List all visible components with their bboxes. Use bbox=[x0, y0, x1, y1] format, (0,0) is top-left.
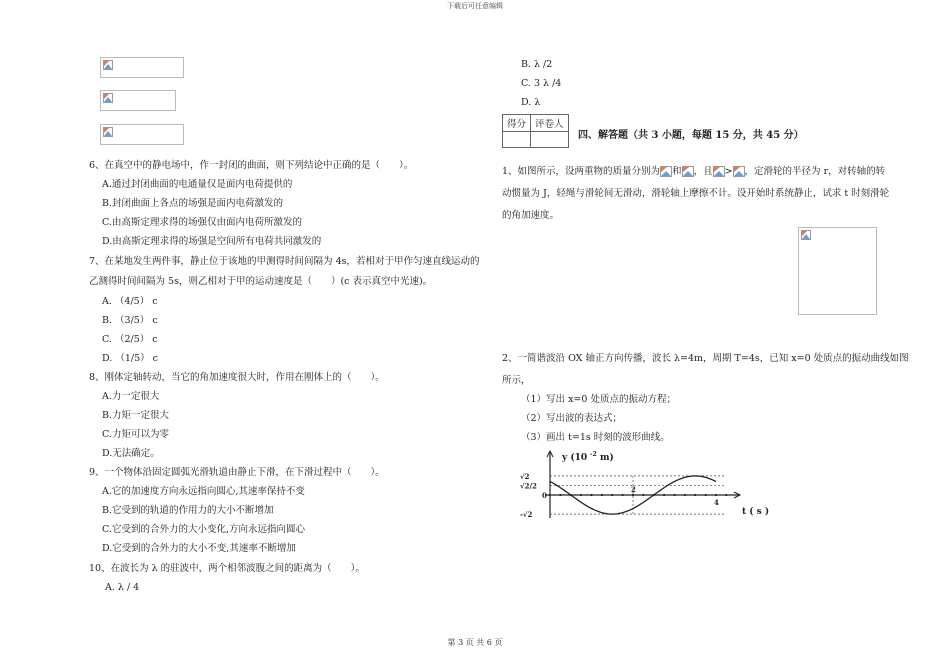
grader-blank bbox=[531, 132, 569, 148]
x-axis-tick bbox=[663, 494, 665, 496]
x-axis-tick bbox=[590, 494, 592, 496]
broken-image-3 bbox=[100, 124, 184, 145]
q9-option-d: D.它受到的合外力的大小不变,其速率不断增加 bbox=[102, 543, 296, 554]
x-axis-tick bbox=[694, 494, 696, 496]
q7-stem-line1: 7、在某地发生两件事，静止位于该地的甲测得时间间隔为 4s，若相对于甲作匀速直线运动的 bbox=[89, 256, 480, 267]
y-axis-label-exp: -2 bbox=[590, 451, 597, 458]
q8-option-c: C.力矩可以为零 bbox=[102, 429, 169, 440]
page-header: 下载后可任意编辑 bbox=[447, 2, 503, 10]
q6-stem: 6、在真空中的静电场中，作一封闭的曲面，则下列结论中正确的是（ ）。 bbox=[89, 160, 414, 171]
y-tick-label: -√2 bbox=[520, 510, 533, 520]
p1-line2: 动惯量为 J，轻绳与滑轮间无滑动，滑轮轴上摩擦不计。设开始时系统静止，试求 t 时刻滑轮 bbox=[502, 188, 890, 199]
p2-sub2: （2）写出波的表达式； bbox=[521, 413, 623, 424]
q8-option-b: B.力矩一定很大 bbox=[102, 410, 170, 421]
broken-image-1 bbox=[100, 57, 184, 78]
p2-sub1: （1）写出 x=0 处质点的振动方程； bbox=[521, 394, 676, 405]
p1-text-a: 1、如图所示，设两重物的质量分别为 bbox=[502, 166, 661, 177]
vibration-curve-chart bbox=[520, 448, 770, 523]
q10-option-a: A. λ / 4 bbox=[105, 582, 140, 593]
x-axis-tick bbox=[725, 494, 727, 496]
score-cell: 得分 bbox=[503, 115, 531, 132]
x-axis-tick bbox=[611, 494, 613, 496]
mass1-image-icon bbox=[660, 166, 672, 177]
pulley-figure-image bbox=[798, 227, 877, 315]
x-axis-label: t ( s ) bbox=[742, 507, 770, 517]
x-tick-label: 4 bbox=[714, 498, 719, 507]
x-axis-tick bbox=[549, 494, 551, 496]
page-footer: 第 3 页 共 6 页 bbox=[447, 638, 503, 647]
section-title: 四、解答题（共 3 小题，每题 15 分，共 45 分） bbox=[578, 130, 804, 141]
q7-option-d: D. （1/5） c bbox=[102, 353, 158, 364]
broken-image-icon bbox=[103, 93, 113, 103]
p2-sub3: （3）画出 t=1s 时刻的波形曲线。 bbox=[521, 432, 670, 443]
q8-stem: 8、刚体定轴转动，当它的角加速度很大时，作用在刚体上的（ ）。 bbox=[89, 372, 385, 383]
q9-option-b: B.它受到的轨道的作用力的大小不断增加 bbox=[102, 505, 274, 516]
q8-option-d: D.无法确定。 bbox=[102, 448, 160, 459]
p2-line1: 2、一简谐波沿 OX 轴正方向传播，波长 λ=4m，周期 T=4s，已知 x=0 处质点的振动曲线如图 bbox=[502, 353, 909, 364]
p2-line2: 所示， bbox=[502, 375, 531, 386]
p1-text-b: 和 bbox=[672, 166, 682, 177]
q8-option-a: A.力一定很大 bbox=[102, 391, 160, 402]
q7-option-b: B. （3/5） c bbox=[102, 315, 158, 326]
x-axis-tick bbox=[580, 494, 582, 496]
p1-text-e: ，定滑轮的半径为 r，对转轴的转 bbox=[744, 166, 886, 177]
q7-option-c: C. （2/5） c bbox=[102, 334, 158, 345]
broken-image-icon bbox=[103, 60, 113, 70]
grader-cell: 评卷人 bbox=[531, 115, 569, 132]
q6-option-a: A.通过封闭曲面的电通量仅是面内电荷提供的 bbox=[102, 179, 293, 190]
p1-text-d: > bbox=[724, 166, 733, 177]
q9-option-c: C.它受到的合外力的大小变化,方向永远指向圆心 bbox=[102, 524, 305, 535]
q10-stem: 10、在波长为 λ 的驻波中，两个相邻波腹之间的距离为（ ）。 bbox=[89, 563, 365, 574]
x-axis-tick bbox=[601, 494, 603, 496]
broken-image-icon bbox=[103, 127, 113, 137]
score-table bbox=[502, 114, 569, 148]
q6-option-d: D.由高斯定理求得的场强是空间所有电荷共同激发的 bbox=[102, 236, 322, 247]
broken-image-icon bbox=[801, 230, 811, 240]
x-axis-tick bbox=[632, 494, 634, 496]
x-tick-label: 2 bbox=[631, 485, 636, 494]
y-axis-label: y (10 bbox=[562, 453, 588, 463]
q6-option-c: C.由高斯定理求得的场强仅由面内电荷所激发的 bbox=[102, 217, 302, 228]
mass2-image-icon bbox=[682, 166, 694, 177]
y-tick-label: √2 bbox=[520, 471, 530, 481]
q10-option-d: D. λ bbox=[521, 97, 541, 108]
y-tick-label: √2/2 bbox=[520, 481, 537, 491]
x-axis-tick bbox=[705, 494, 707, 496]
score-blank bbox=[503, 132, 531, 148]
q10-option-b: B. λ /2 bbox=[521, 59, 553, 70]
p1-line3: 的角加速度。 bbox=[502, 210, 560, 221]
q9-option-a: A.它的加速度方向永远指向圆心,其速率保持不变 bbox=[102, 486, 305, 497]
x-axis-tick bbox=[673, 494, 675, 496]
q7-option-a: A. （4/5） c bbox=[102, 296, 158, 307]
x-axis-tick bbox=[684, 494, 686, 496]
mass1b-image-icon bbox=[713, 166, 725, 177]
y-tick-label: 0 bbox=[542, 491, 547, 500]
x-axis-tick bbox=[622, 494, 624, 496]
p1-line1 bbox=[502, 166, 885, 178]
q10-option-c: C. 3 λ /4 bbox=[521, 78, 562, 89]
q6-option-b: B.封闭曲面上各点的场强是面内电荷激发的 bbox=[102, 198, 284, 209]
x-axis-tick bbox=[715, 494, 717, 496]
x-axis-tick bbox=[642, 494, 644, 496]
y-axis-label-unit: m) bbox=[600, 453, 614, 463]
q7-stem-line2: 乙测得时间间隔为 5s，则乙相对于甲的运动速度是（ ）(c 表示真空中光速)。 bbox=[89, 276, 433, 287]
mass2b-image-icon bbox=[733, 166, 745, 177]
broken-image-2 bbox=[100, 90, 176, 111]
p1-text-c: ，且 bbox=[693, 166, 713, 177]
x-axis-tick bbox=[559, 494, 561, 496]
q9-stem: 9、一个物体沿固定圆弧光滑轨道由静止下滑，在下滑过程中（ ）。 bbox=[89, 467, 385, 478]
